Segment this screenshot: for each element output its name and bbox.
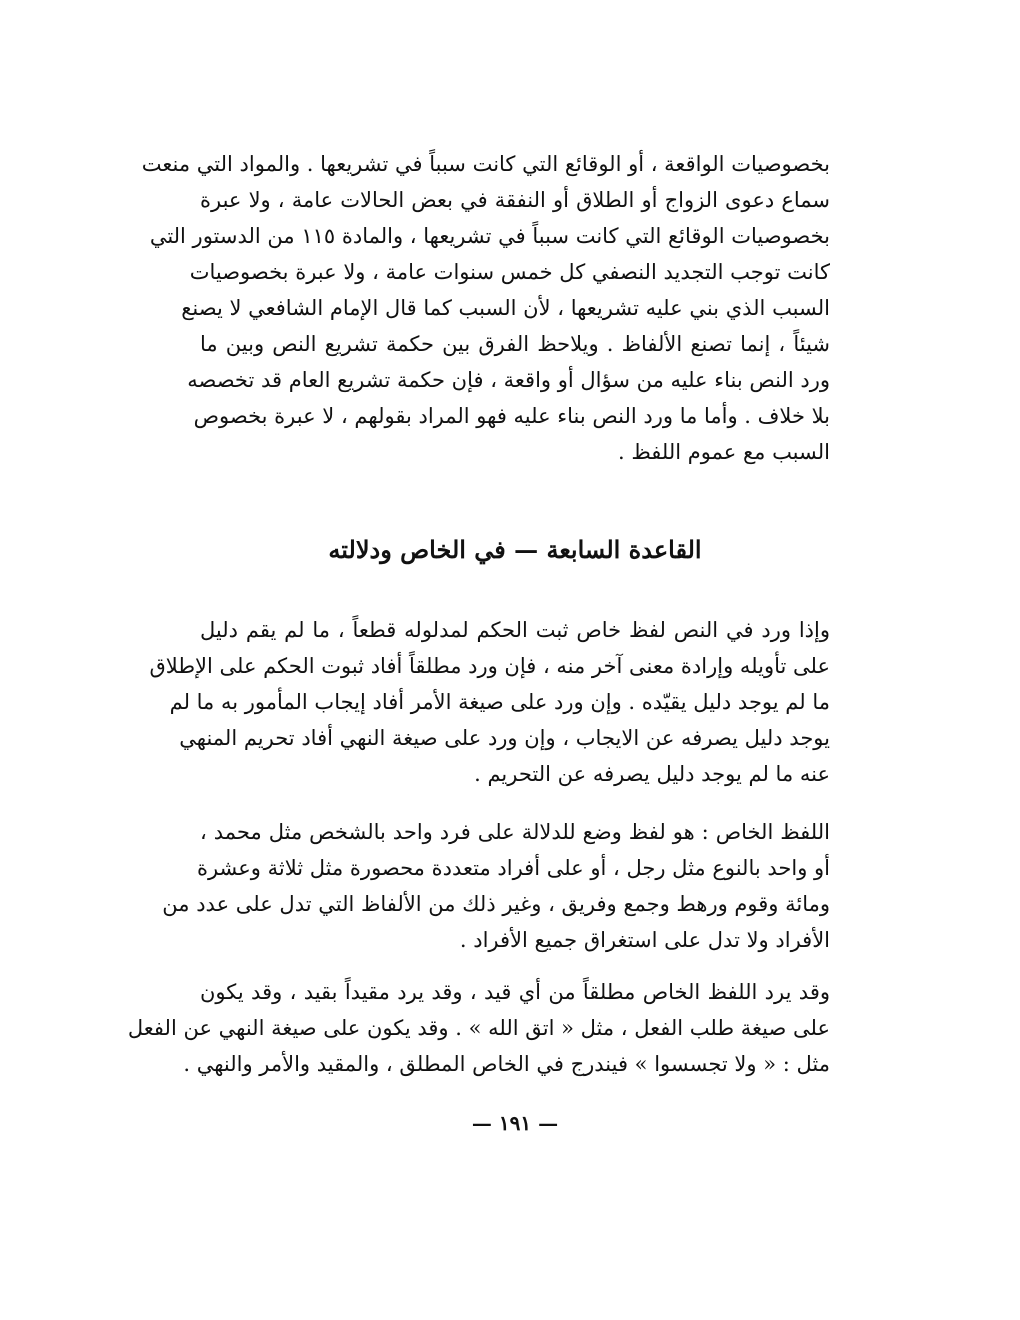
text-line: على تأويله وإرادة معنى آخر منه ، فإن ورد مطلقاً أفاد ثبوت الحكم على الإطلاق <box>149 654 830 678</box>
paragraph-3 <box>162 814 830 958</box>
text-line: السبب مع عموم اللفظ . <box>618 440 830 464</box>
paragraph-2 <box>149 612 830 792</box>
text-line: عنه ما لم يوجد دليل يصرفه عن التحريم . <box>474 762 830 786</box>
text-line: كانت توجب التجديد النصفي كل خمس سنوات عامة ، ولا عبرة بخصوصيات <box>189 260 830 284</box>
section-heading: القاعدة السابعة — في الخاص ودلالته <box>328 535 702 564</box>
text-line: السبب الذي بني عليه تشريعها ، لأن السبب كما قال الإمام الشافعي لا يصنع <box>181 296 830 320</box>
text-line: سماع دعوى الزواج أو الطلاق أو النفقة في بعض الحالات عامة ، ولا عبرة <box>200 188 830 212</box>
page-number: — ١٩١ — <box>471 1111 559 1135</box>
text-line: على صيغة طلب الفعل ، مثل « اتق الله » . وقد يكون على صيغة النهي عن الفعل <box>127 1016 830 1040</box>
text-line: يوجد دليل يصرفه عن الايجاب ، وإن ورد على صيغة النهي أفاد تحريم المنهي <box>179 726 830 750</box>
text-line: ورد النص بناء عليه من سؤال أو واقعة ، فإن حكمة تشريع العام قد تخصصه <box>187 368 830 392</box>
text-line: بخصوصيات الوقائع التي كانت سبباً في تشريعها ، والمادة ١١٥ من الدستور التي <box>149 224 830 248</box>
text-line: ومائة وقوم ورهط وجمع وفريق ، وغير ذلك من الألفاظ التي تدل على عدد من <box>162 892 830 916</box>
text-line: الأفراد ولا تدل على استغراق جميع الأفراد . <box>459 928 830 952</box>
text-line: أو واحد بالنوع مثل رجل ، أو على أفراد متعددة محصورة مثل ثلاثة وعشرة <box>196 856 830 880</box>
text-line: ما لم يوجد دليل يقيّده . وإن ورد على صيغة الأمر أفاد إيجاب المأمور به ما لم <box>169 690 830 714</box>
text-line: بلا خلاف . وأما ما ورد النص بناء عليه فهو المراد بقولهم ، لا عبرة بخصوص <box>193 404 830 428</box>
paragraph-4 <box>127 974 830 1082</box>
text-line: مثل : « ولا تجسسوا » فيندرج في الخاص المطلق ، والمقيد والأمر والنهي . <box>183 1052 830 1076</box>
text-line: اللفظ الخاص : هو لفظ وضع للدلالة على فرد واحد بالشخص مثل محمد ، <box>200 820 830 844</box>
text-line: وإذا ورد في النص لفظ خاص ثبت الحكم لمدلوله قطعاً ، ما لم يقم دليل <box>200 618 830 642</box>
paragraph-1 <box>141 146 830 470</box>
text-line: بخصوصيات الواقعة ، أو الوقائع التي كانت سبباً في تشريعها . والمواد التي منعت <box>141 152 830 176</box>
text-line: وقد يرد اللفظ الخاص مطلقاً من أي قيد ، وقد يرد مقيداً بقيد ، وقد يكون <box>200 980 830 1004</box>
text-line: شيئاً ، إنما تصنع الألفاظ . ويلاحظ الفرق بين حكمة تشريع النص وبين ما <box>200 332 830 356</box>
